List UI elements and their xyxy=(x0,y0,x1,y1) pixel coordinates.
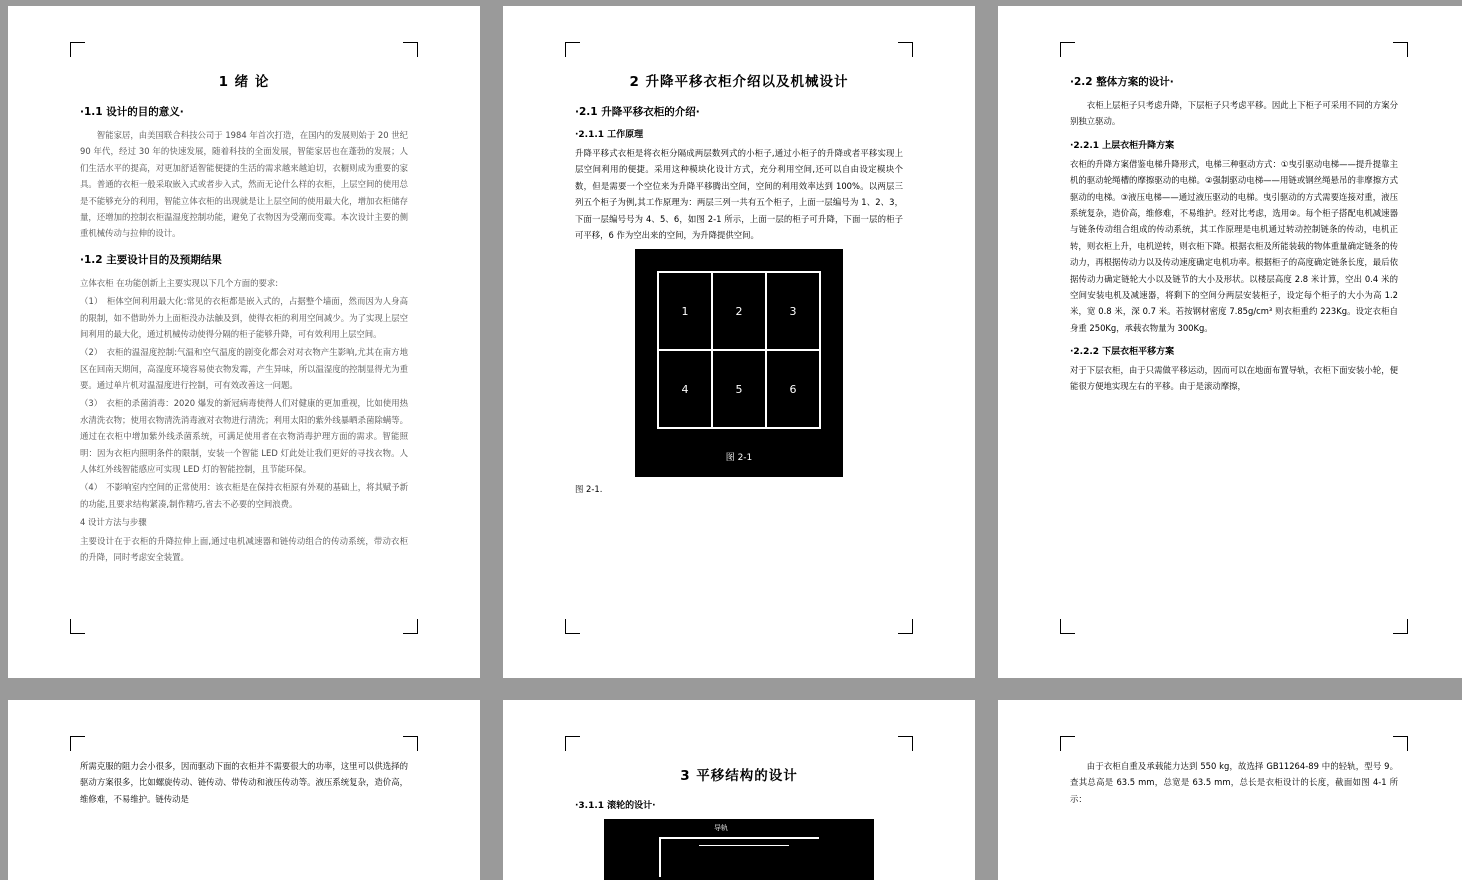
section-heading-2-1: ·2.1 升降平移衣柜的介绍· xyxy=(575,106,700,118)
page-2-body xyxy=(575,64,903,638)
section-heading-1-2: ·1.2 主要设计目的及预期结果 xyxy=(80,253,222,266)
page-5-body xyxy=(575,758,903,840)
figure-cell: 1 xyxy=(658,272,712,350)
paragraph: 衣柜的升降方案借鉴电梯升降形式，电梯三种驱动方式：①曳引驱动电梯——提升提靠主机的驱动轮绳槽的摩擦驱动的电梯。②强制驱动电梯——用链或钢丝绳悬吊的非摩擦方式驱动的电梯。③液压电梯——通过液压驱动的电梯。曳引驱动的方式需要连接对重，液压系统复杂，造价高，维修难，不易维护。经对比考虑，选用②。每个柜子搭配电机减速器与链条传动组合组成的传动系统，其工作原理是电机通过转动控制链条的传动，电机正转，则衣柜上升，电机逆转，则衣柜下降。根据衣柜及所能装载的物体重量确定链条的传动力，再根据传动力以及传动速度确定电机功率。根据柜子的高度确定链条长度，最后依据传动力确定链轮大小以及链节的大小及形状。以楼层高度 2.8 米计算，空出 0.4 米的空间安装电机及减速器，将剩下的空间分两层安装柜子，设定每个柜子的大小为高 1.2 米，宽 0.8 米，深 0.7 米。若按钢材密度 7.85g/cm³ 则衣柜重约 223Kg。设定衣柜自身重 250Kg，承载衣物量为 300Kg。 xyxy=(1070,158,1398,333)
section-heading-2-1-1: ·2.1.1 工作原理 xyxy=(575,130,644,140)
figure-cell: 2 xyxy=(712,272,766,350)
paragraph: （4） 不影响室内空间的正常使用：该衣柜是在保持衣柜原有外观的基础上，将其赋予新的功能,且要求结构紧凑,制作精巧,省去不必要的空间浪费。 xyxy=(80,482,408,509)
crop-mark-top-right xyxy=(403,736,418,751)
paragraph: 对于下层衣柜，由于只需做平移运动，因而可以在地面布置导轨，衣柜下面安装小轮，便能很方便地实现左右的平移。由于是滚动摩擦， xyxy=(1070,365,1398,392)
document-page-6[interactable] xyxy=(998,700,1462,880)
page-4-body xyxy=(80,758,408,840)
document-page-2[interactable] xyxy=(503,6,975,678)
section-heading-2-2-2: ·2.2.2 下层衣柜平移方案 xyxy=(1070,347,1175,358)
paragraph: 主要设计在于衣柜的升降拉伸上面,通过电机减速器和链传动组合的传动系统，带动衣柜的升降，同时考虑安全装置。 xyxy=(80,535,408,562)
crop-mark-top-left xyxy=(565,736,580,751)
section-heading-2-2-1: ·2.2.1 上层衣柜升降方案 xyxy=(1070,140,1175,151)
figure-cell: 4 xyxy=(658,350,712,428)
paragraph: （3） 衣柜的杀菌消毒：2020 爆发的新冠病毒使得人们对健康的更加重视，比如使用热水清洗衣物；使用衣物清洗消毒液对衣物进行清洗；利用太阳的紫外线暴晒杀菌除螨等。通过在衣柜中增加紫外线杀菌系统，可满足使用者在衣物消毒护理方面的需求。智能照明：因为衣柜内照明条件的限制，安装一个智能 LED 灯此处让我们更好的寻找衣物。人人体红外线智能感应可实现 LED 灯的智能控制，且节能环保。 xyxy=(80,398,408,475)
page-title: 1 绪 论 xyxy=(218,74,270,90)
paragraph: 升降平移式衣柜是将衣柜分隔成两层数列式的小柜子,通过小柜子的升降或者平移实现上层空间利用的便捷。采用这种模块化设计方式，充分利用空间,还可以自由设定模块个数，但是需要一个空位来为升降平移腾出空间，空间的利用效率达到 100%。以两层三列五个柜子为例,其工作原理为：两层三列一共有五个柜子，上面一层编号为 1、2、3，下面一层编号号为 4、5、6，如图 2-1 所示，上面一层的柜子可升降，下面一层的柜子可平移，6 作为空出来的空间，为升降提供空间。 xyxy=(575,148,903,240)
crop-mark-top-left xyxy=(70,42,85,57)
section-heading-2-2: ·2.2 整体方案的设计· xyxy=(1070,76,1174,88)
rail-line-vertical xyxy=(659,837,661,877)
figure-cell: 6 xyxy=(766,350,820,428)
figure-2-1-caption: 图 2-1. xyxy=(575,484,603,495)
page-title: 3 平移结构的设计 xyxy=(680,768,798,784)
paragraph: 由于衣柜自重及承载能力达到 550 kg，故选择 GB11264-89 中的轻轨，型号 9。查其总高是 63.5 mm，总宽是 63.5 mm，总长是衣柜设计的长度，截面如图 4-1 所示： xyxy=(1070,761,1398,804)
paragraph: （2） 衣柜的温湿度控制:气温和空气温度的剧变化都会对对衣物产生影响,尤其在南方地区在回南天期间，高湿度环境容易使衣物发霉，产生异味，所以温湿度的控制显得尤为重要。通过单片机对温湿度进行控制，可有效改善这一问题。 xyxy=(80,347,408,391)
section-heading-3-1-1: ·3.1.1 滚轮的设计· xyxy=(575,801,656,811)
crop-mark-top-right xyxy=(898,736,913,751)
figure-2-1-grid xyxy=(657,271,821,429)
paragraph: （1） 柜体空间利用最大化:常见的衣柜都是嵌入式的，占据整个墙面，然而因为人身高的限制，如不借助外力上面柜没办法触及到，使得衣柜的利用空间减少。为了实现上层空间利用的最大化，通过机械传动使得分隔的柜子能够升降，可有效利用上层空间。 xyxy=(80,296,408,339)
crop-mark-top-left xyxy=(1060,42,1075,57)
crop-mark-top-left xyxy=(70,736,85,751)
page-1-body xyxy=(80,64,408,638)
crop-mark-top-left xyxy=(565,42,580,57)
crop-mark-top-left xyxy=(1060,736,1075,751)
paragraph: 衣柜上层柜子只考虑升降，下层柜子只考虑平移。因此上下柜子可采用不同的方案分别独立驱动。 xyxy=(1070,100,1398,127)
rail-line-inner xyxy=(699,845,789,846)
paragraph: 立体衣柜 在功能创新上主要实现以下几个方面的要求: xyxy=(80,277,279,288)
paragraph: 4 设计方法与步骤 xyxy=(80,517,147,528)
figure-cell: 5 xyxy=(712,350,766,428)
crop-mark-top-right xyxy=(898,42,913,57)
crop-mark-top-right xyxy=(1393,736,1408,751)
document-page-3[interactable] xyxy=(998,6,1462,678)
figure-rail xyxy=(604,819,874,880)
figure-2-1-label: 图 2-1 xyxy=(725,453,753,464)
document-page-1[interactable] xyxy=(8,6,480,678)
page-6-body xyxy=(1070,758,1398,840)
figure-cell: 3 xyxy=(766,272,820,350)
figure-2-1 xyxy=(635,249,843,477)
paragraph: 智能家居，由美国联合科技公司于 1984 年首次打造，在国内的发展则始于 20 世纪 90 年代，经过 30 年的快速发展，随着科技的全面发展，智能家居也在蓬勃的发展；人们生活水平的提高，对更加舒适智能便捷的生活的需求越来越迫切，衣橱则成为重要的家具。普通的衣柜一般采取嵌入式或者步入式，然而无论什么样的衣柜，上层空间的使用总是不能够充分的利用，智能立体衣柜的出现就是让上层空间的使用最大化，增加衣柜储存量，还增加的控制衣柜温湿度控制功能，避免了衣物因为受潮而变霉。本次设计主要的侧重机械传动与拉伸的设计。 xyxy=(80,130,408,239)
figure-rail-label: 导轨 xyxy=(714,824,728,832)
paragraph: 所需克服的阻力会小很多，因而驱动下面的衣柜并不需要很大的功率，这里可以供选择的驱动方案很多，比如螺旋传动、链传动、带传动和液压传动等。液压系统复杂，造价高，维修难，不易维护。链传动是 xyxy=(80,761,408,804)
section-1-2-text xyxy=(80,275,408,566)
document-page-4[interactable] xyxy=(8,700,480,880)
section-heading-1-1: ·1.1 设计的目的意义· xyxy=(80,106,184,118)
page-3-body xyxy=(1070,64,1398,638)
page-title: 2 升降平移衣柜介绍以及机械设计 xyxy=(629,74,849,90)
section-1-1-text xyxy=(80,127,408,242)
document-page-5[interactable] xyxy=(503,700,975,880)
crop-mark-top-right xyxy=(1393,42,1408,57)
crop-mark-top-right xyxy=(403,42,418,57)
rail-line-horizontal xyxy=(659,837,819,839)
